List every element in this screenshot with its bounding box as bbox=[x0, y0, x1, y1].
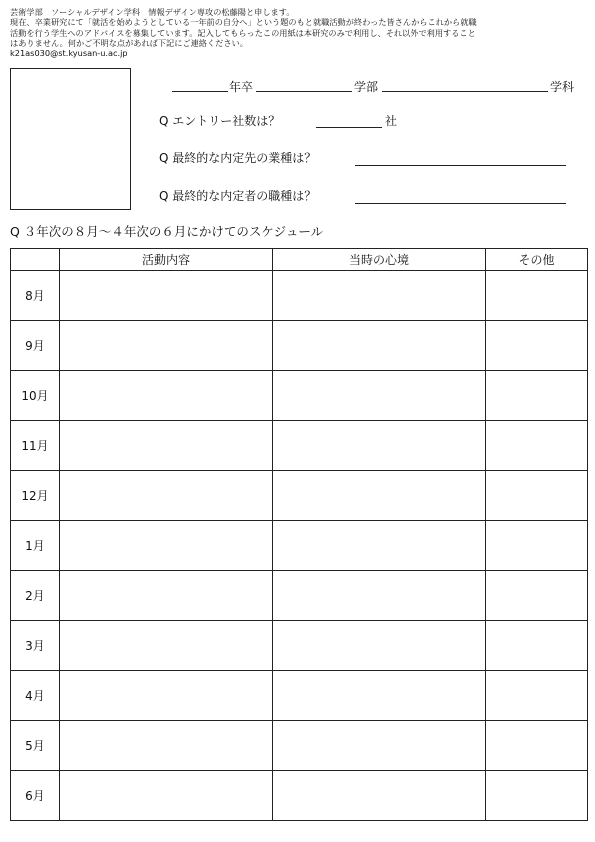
entries-field[interactable] bbox=[316, 127, 382, 128]
month-cell: 5月 bbox=[11, 721, 60, 771]
job-question: Q 最終的な内定者の職種は？ bbox=[159, 189, 317, 203]
table-header-row bbox=[11, 249, 588, 271]
table-row bbox=[11, 321, 588, 371]
other-cell[interactable] bbox=[486, 421, 588, 471]
year-label: 年卒 bbox=[229, 80, 254, 94]
month-cell: 8月 bbox=[11, 271, 60, 321]
other-cell[interactable] bbox=[486, 321, 588, 371]
header-feelings: 当時の心境 bbox=[273, 249, 486, 271]
table-row bbox=[11, 521, 588, 571]
feelings-cell[interactable] bbox=[273, 571, 486, 621]
other-cell[interactable] bbox=[486, 471, 588, 521]
other-cell[interactable] bbox=[486, 371, 588, 421]
intro-line: はありません。何かご不明な点があれば下記にご連絡ください。 bbox=[10, 37, 248, 48]
intro-line: 活動を行う学生へのアドバイスを募集しています。記入してもらったこの用紙は本研究のみで利用し、それ以外で利用すること bbox=[10, 27, 476, 38]
table-row bbox=[11, 571, 588, 621]
other-cell[interactable] bbox=[486, 571, 588, 621]
other-cell[interactable] bbox=[486, 771, 588, 821]
header-activity: 活動内容 bbox=[60, 249, 273, 271]
table-row bbox=[11, 271, 588, 321]
activity-cell[interactable] bbox=[60, 371, 273, 421]
month-cell: 11月 bbox=[11, 421, 60, 471]
job-field[interactable] bbox=[355, 203, 566, 204]
header-month bbox=[11, 249, 60, 271]
faculty-field[interactable] bbox=[256, 91, 352, 92]
month-cell: 12月 bbox=[11, 471, 60, 521]
table-row bbox=[11, 721, 588, 771]
schedule-table bbox=[10, 248, 588, 821]
month-cell: 2月 bbox=[11, 571, 60, 621]
feelings-cell[interactable] bbox=[273, 421, 486, 471]
month-cell: 9月 bbox=[11, 321, 60, 371]
entries-question: Q エントリー社数は？ bbox=[159, 114, 281, 128]
department-field[interactable] bbox=[382, 91, 548, 92]
month-cell: 4月 bbox=[11, 671, 60, 721]
contact-email: k21as030@st.kyusan-u.ac.jp bbox=[10, 48, 128, 59]
photo-box bbox=[10, 68, 131, 210]
month-cell: 1月 bbox=[11, 521, 60, 571]
department-label: 学科 bbox=[550, 80, 575, 94]
year-field[interactable] bbox=[172, 91, 228, 92]
industry-question: Q 最終的な内定先の業種は？ bbox=[159, 151, 317, 165]
feelings-cell[interactable] bbox=[273, 721, 486, 771]
other-cell[interactable] bbox=[486, 621, 588, 671]
feelings-cell[interactable] bbox=[273, 771, 486, 821]
activity-cell[interactable] bbox=[60, 671, 273, 721]
other-cell[interactable] bbox=[486, 721, 588, 771]
feelings-cell[interactable] bbox=[273, 671, 486, 721]
feelings-cell[interactable] bbox=[273, 321, 486, 371]
activity-cell[interactable] bbox=[60, 621, 273, 671]
industry-field[interactable] bbox=[355, 165, 566, 166]
table-row bbox=[11, 421, 588, 471]
feelings-cell[interactable] bbox=[273, 371, 486, 421]
intro-line: 現在、卒業研究にて「就活を始めようとしている一年前の自分へ」という題のもと就職活動が終わった皆さんからこれから就職 bbox=[10, 17, 477, 28]
header-other: その他 bbox=[486, 249, 588, 271]
faculty-label: 学部 bbox=[354, 80, 379, 94]
intro-line: 芸術学部 ソーシャルデザイン学科 情報デザイン専攻の松藤陽と申します。 bbox=[10, 7, 295, 17]
table-row bbox=[11, 471, 588, 521]
other-cell[interactable] bbox=[486, 671, 588, 721]
other-cell[interactable] bbox=[486, 521, 588, 571]
table-row bbox=[11, 371, 588, 421]
entries-unit: 社 bbox=[385, 114, 398, 128]
activity-cell[interactable] bbox=[60, 521, 273, 571]
table-row bbox=[11, 621, 588, 671]
activity-cell[interactable] bbox=[60, 571, 273, 621]
activity-cell[interactable] bbox=[60, 421, 273, 471]
month-cell: 10月 bbox=[11, 371, 60, 421]
activity-cell[interactable] bbox=[60, 721, 273, 771]
other-cell[interactable] bbox=[486, 271, 588, 321]
table-row bbox=[11, 671, 588, 721]
table-row bbox=[11, 771, 588, 821]
intro-text bbox=[10, 7, 588, 58]
activity-cell[interactable] bbox=[60, 271, 273, 321]
feelings-cell[interactable] bbox=[273, 471, 486, 521]
feelings-cell[interactable] bbox=[273, 271, 486, 321]
feelings-cell[interactable] bbox=[273, 521, 486, 571]
month-cell: 3月 bbox=[11, 621, 60, 671]
feelings-cell[interactable] bbox=[273, 621, 486, 671]
activity-cell[interactable] bbox=[60, 771, 273, 821]
activity-cell[interactable] bbox=[60, 321, 273, 371]
month-cell: 6月 bbox=[11, 771, 60, 821]
schedule-question: Q ３年次の８月〜４年次の６月にかけてのスケジュール bbox=[10, 224, 324, 239]
activity-cell[interactable] bbox=[60, 471, 273, 521]
